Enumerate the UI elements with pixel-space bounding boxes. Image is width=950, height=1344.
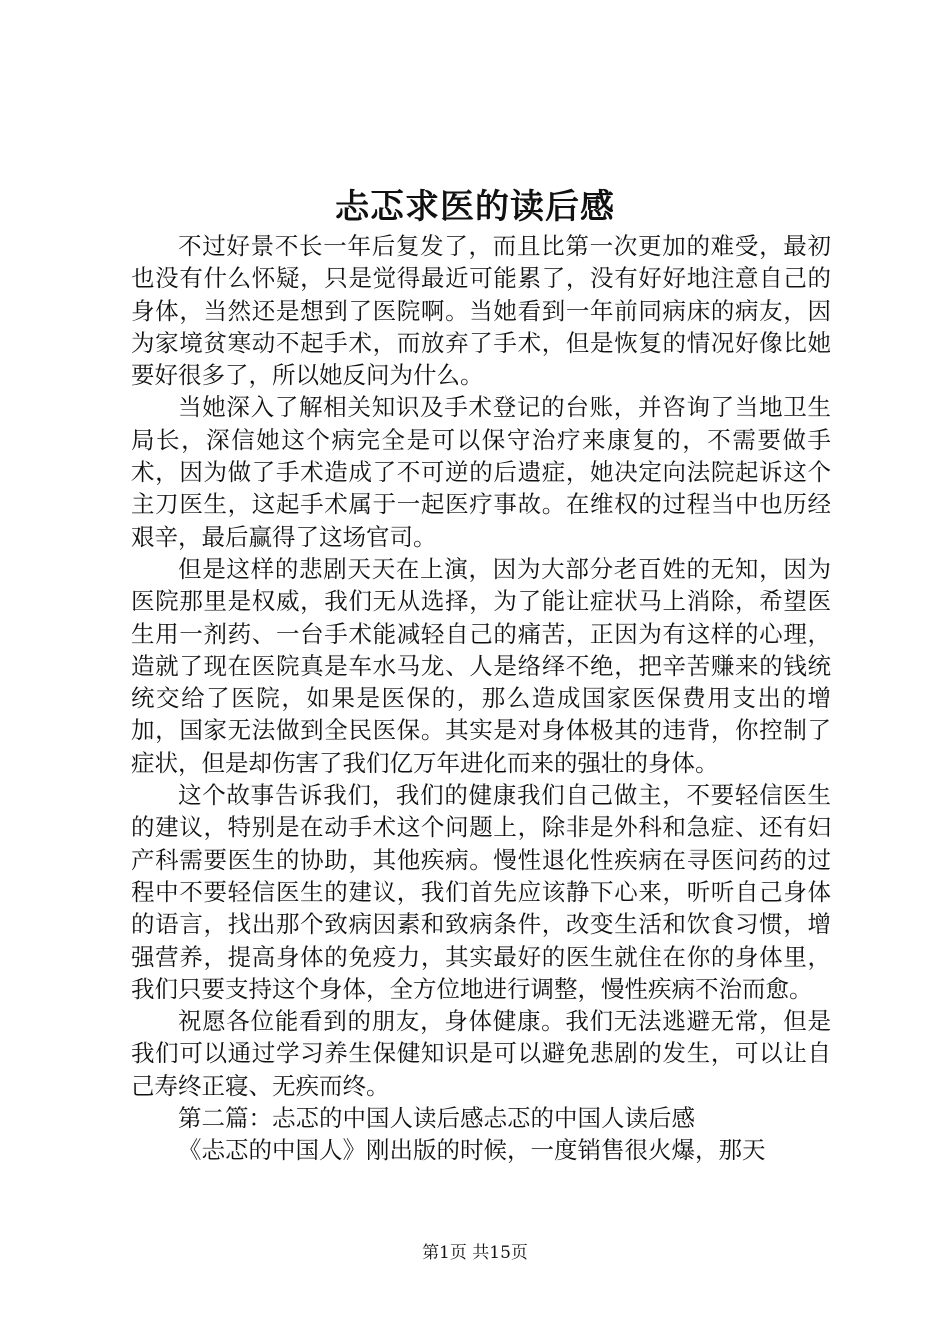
paragraph-4: 这个故事告诉我们，我们的健康我们自己做主，不要轻信医生的建议，特别是在动手术这个问题上，除非是外科和急症、还有妇产科需要医生的协助，其他疾病。慢性退化性疾病在寻医问药的过程中不要轻信医生的建议，我们首先应该静下心来，听听自己身体的语言，找出那个致病因素和致病条件，改变生活和饮食习惯，增强营养，提高身体的免疫力，其实最好的医生就住在你的身体里，我们只要支持这个身体，全方位地进行调整，慢性疾病不治而愈。 <box>131 781 831 1003</box>
paragraph-5: 祝愿各位能看到的朋友，身体健康。我们无法逃避无常，但是我们可以通过学习养生保健知识是可以避免悲剧的发生，可以让自己寿终正寝、无疾而终。 <box>131 1007 831 1100</box>
document-body <box>131 230 831 1167</box>
section-heading-2: 第二篇：忐忑的中国人读后感忐忑的中国人读后感 <box>178 1104 695 1133</box>
paragraph-2: 当她深入了解相关知识及手术登记的台账，并咨询了当地卫生局长，深信她这个病完全是可以保守治疗来康复的，不需要做手术，因为做了手术造成了不可逆的后遗症，她决定向法院起诉这个主刀医生，这起手术属于一起医疗事故。在维权的过程当中也历经艰辛，最后赢得了这场官司。 <box>131 393 831 551</box>
document-title: 忐忑求医的读后感 <box>335 187 615 227</box>
paragraph-6: 《忐忑的中国人》刚出版的时候，一度销售很火爆，那天 <box>178 1136 766 1165</box>
paragraph-1: 不过好景不长一年后复发了，而且比第一次更加的难受，最初也没有什么怀疑，只是觉得最近可能累了，没有好好地注意自己的身体，当然还是想到了医院啊。当她看到一年前同病床的病友，因为家境贫寒动不起手术，而放弃了手术，但是恢复的情况好像比她要好很多了，所以她反问为什么。 <box>131 232 831 390</box>
page-footer: 第1页 共15页 <box>422 1243 528 1263</box>
paragraph-3: 但是这样的悲剧天天在上演，因为大部分老百姓的无知，因为医院那里是权威，我们无从选择，为了能让症状马上消除，希望医生用一剂药、一台手术能减轻自己的痛苦，正因为有这样的心理，造就了现在医院真是车水马龙、人是络绎不绝，把辛苦赚来的钱统统交给了医院，如果是医保的，那么造成国家医保费用支出的增加，国家无法做到全民医保。其实是对身体极其的违背，你控制了症状，但是却伤害了我们亿万年进化而来的强壮的身体。 <box>131 554 831 777</box>
